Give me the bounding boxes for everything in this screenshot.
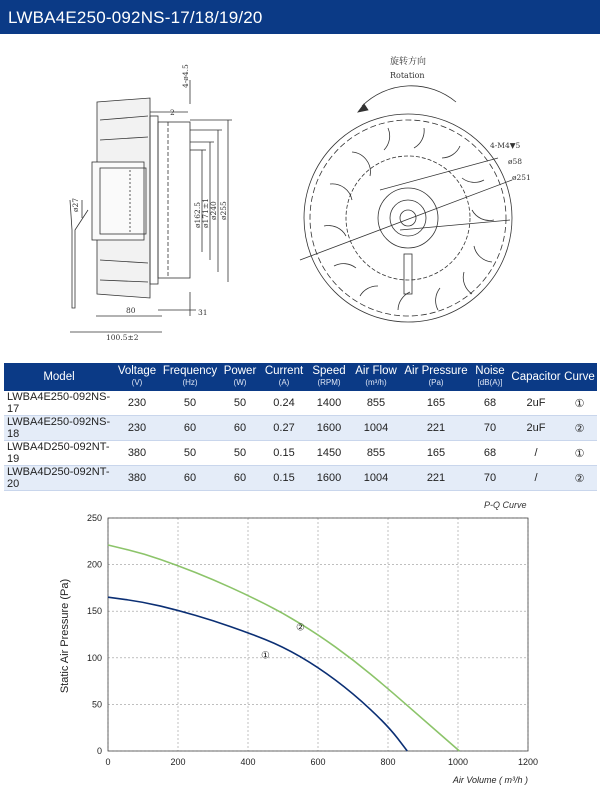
series-line-1 bbox=[108, 597, 407, 751]
chart-title: P-Q Curve bbox=[484, 500, 527, 510]
cell: 2uF bbox=[510, 391, 562, 416]
cell: 68 bbox=[470, 441, 510, 466]
table-header-row bbox=[4, 363, 597, 391]
cell: 50 bbox=[160, 441, 220, 466]
cell: 1600 bbox=[308, 466, 350, 491]
x-tick-label: 600 bbox=[310, 757, 326, 767]
cell: 0.15 bbox=[260, 441, 308, 466]
cell: 60 bbox=[160, 416, 220, 441]
cell: 60 bbox=[220, 416, 260, 441]
y-tick-label: 200 bbox=[86, 559, 102, 570]
dim-100: 100.5±2 bbox=[106, 333, 139, 342]
col-speed: Speed (RPM) bbox=[308, 363, 350, 391]
dim-251: ø251 bbox=[512, 173, 531, 182]
cell: 165 bbox=[402, 391, 470, 416]
table-row bbox=[4, 391, 597, 416]
cell: 221 bbox=[402, 466, 470, 491]
cell: 1004 bbox=[350, 416, 402, 441]
col-noise: Noise [dB(A)] bbox=[470, 363, 510, 391]
col-voltage: Voltage (V) bbox=[114, 363, 160, 391]
x-tick-label: 200 bbox=[170, 757, 186, 767]
cell: 855 bbox=[350, 441, 402, 466]
cell: 50 bbox=[220, 391, 260, 416]
col-pressure: Air Pressure (Pa) bbox=[402, 363, 470, 391]
col-frequency: Frequency (Hz) bbox=[160, 363, 220, 391]
cell: ② bbox=[562, 466, 597, 491]
cell: 1004 bbox=[350, 466, 402, 491]
col-airflow: Air Flow (m³/h) bbox=[350, 363, 402, 391]
cell: 50 bbox=[220, 441, 260, 466]
cell-model: LWBA4D250-092NT-20 bbox=[4, 466, 114, 491]
page-title: LWBA4E250-092NS-17/18/19/20 bbox=[8, 8, 263, 27]
col-model: Model bbox=[4, 363, 114, 391]
table-row bbox=[4, 416, 597, 441]
dim-hole: 4-ø4.5 bbox=[181, 64, 190, 88]
cell: 855 bbox=[350, 391, 402, 416]
rotation-label-cn: 旋转方向 bbox=[390, 56, 427, 66]
series-label-1: ① bbox=[261, 650, 270, 662]
cell: 230 bbox=[114, 416, 160, 441]
cell: 1400 bbox=[308, 391, 350, 416]
pq-chart bbox=[0, 490, 600, 810]
dim-58: ø58 bbox=[508, 157, 523, 166]
x-tick-label: 0 bbox=[105, 757, 111, 767]
cell: 0.15 bbox=[260, 466, 308, 491]
x-tick-label: 1000 bbox=[447, 757, 469, 767]
spec-table bbox=[4, 363, 597, 491]
cell: 230 bbox=[114, 391, 160, 416]
col-capacitor: Capacitor bbox=[510, 363, 562, 391]
y-tick-label: 150 bbox=[86, 606, 102, 617]
cell-model: LWBA4E250-092NS-17 bbox=[4, 391, 114, 416]
dim-80: 80 bbox=[126, 306, 136, 315]
y-tick-label: 100 bbox=[86, 652, 102, 663]
chart-series bbox=[108, 545, 459, 751]
dim-27: ø27 bbox=[71, 197, 80, 212]
table-row bbox=[4, 441, 597, 466]
col-power: Power (W) bbox=[220, 363, 260, 391]
table-row bbox=[4, 466, 597, 491]
x-tick-label: 1200 bbox=[517, 757, 539, 767]
dim-31: 31 bbox=[198, 308, 208, 317]
x-tick-label: 400 bbox=[240, 757, 256, 767]
col-current: Current (A) bbox=[260, 363, 308, 391]
cell: 0.24 bbox=[260, 391, 308, 416]
cell: 60 bbox=[160, 466, 220, 491]
cell: 68 bbox=[470, 391, 510, 416]
cell: 2uF bbox=[510, 416, 562, 441]
cell: 60 bbox=[220, 466, 260, 491]
cell: 165 bbox=[402, 441, 470, 466]
dim-255: ø255 bbox=[219, 201, 228, 220]
cell: 70 bbox=[470, 466, 510, 491]
dim-240: ø240 bbox=[209, 201, 218, 220]
dim-162: ø162.5 bbox=[193, 202, 202, 228]
technical-drawing bbox=[0, 40, 600, 358]
y-tick-label: 0 bbox=[96, 746, 102, 756]
x-tick-label: 800 bbox=[380, 757, 396, 767]
cell: 380 bbox=[114, 441, 160, 466]
x-axis-label: Air Volume ( m³/h ) bbox=[452, 775, 528, 785]
dim-m4: 4-M4▼5 bbox=[490, 141, 521, 150]
cell: 1600 bbox=[308, 416, 350, 441]
cell: 0.27 bbox=[260, 416, 308, 441]
y-tick-label: 250 bbox=[86, 513, 102, 523]
rotation-label-en: Rotation bbox=[390, 71, 425, 80]
cell: ① bbox=[562, 391, 597, 416]
cell: 50 bbox=[160, 391, 220, 416]
cell: 70 bbox=[470, 416, 510, 441]
cell: 1450 bbox=[308, 441, 350, 466]
cell: / bbox=[510, 441, 562, 466]
cell: 221 bbox=[402, 416, 470, 441]
chart-ticks bbox=[87, 513, 538, 767]
cell: ② bbox=[562, 416, 597, 441]
dim-171: ø171±1 bbox=[201, 198, 210, 228]
title-bar bbox=[0, 0, 600, 34]
cell-model: LWBA4E250-092NS-18 bbox=[4, 416, 114, 441]
col-curve: Curve bbox=[562, 363, 597, 391]
y-tick-label: 50 bbox=[91, 699, 102, 710]
cell: ① bbox=[562, 441, 597, 466]
front-view bbox=[300, 86, 512, 322]
cell-model: LWBA4D250-092NT-19 bbox=[4, 441, 114, 466]
cell: 380 bbox=[114, 466, 160, 491]
cell: / bbox=[510, 466, 562, 491]
y-axis-label: Static Air Pressure (Pa) bbox=[59, 578, 71, 694]
series-label-2: ② bbox=[296, 622, 305, 634]
dim-2: 2 bbox=[170, 108, 175, 117]
